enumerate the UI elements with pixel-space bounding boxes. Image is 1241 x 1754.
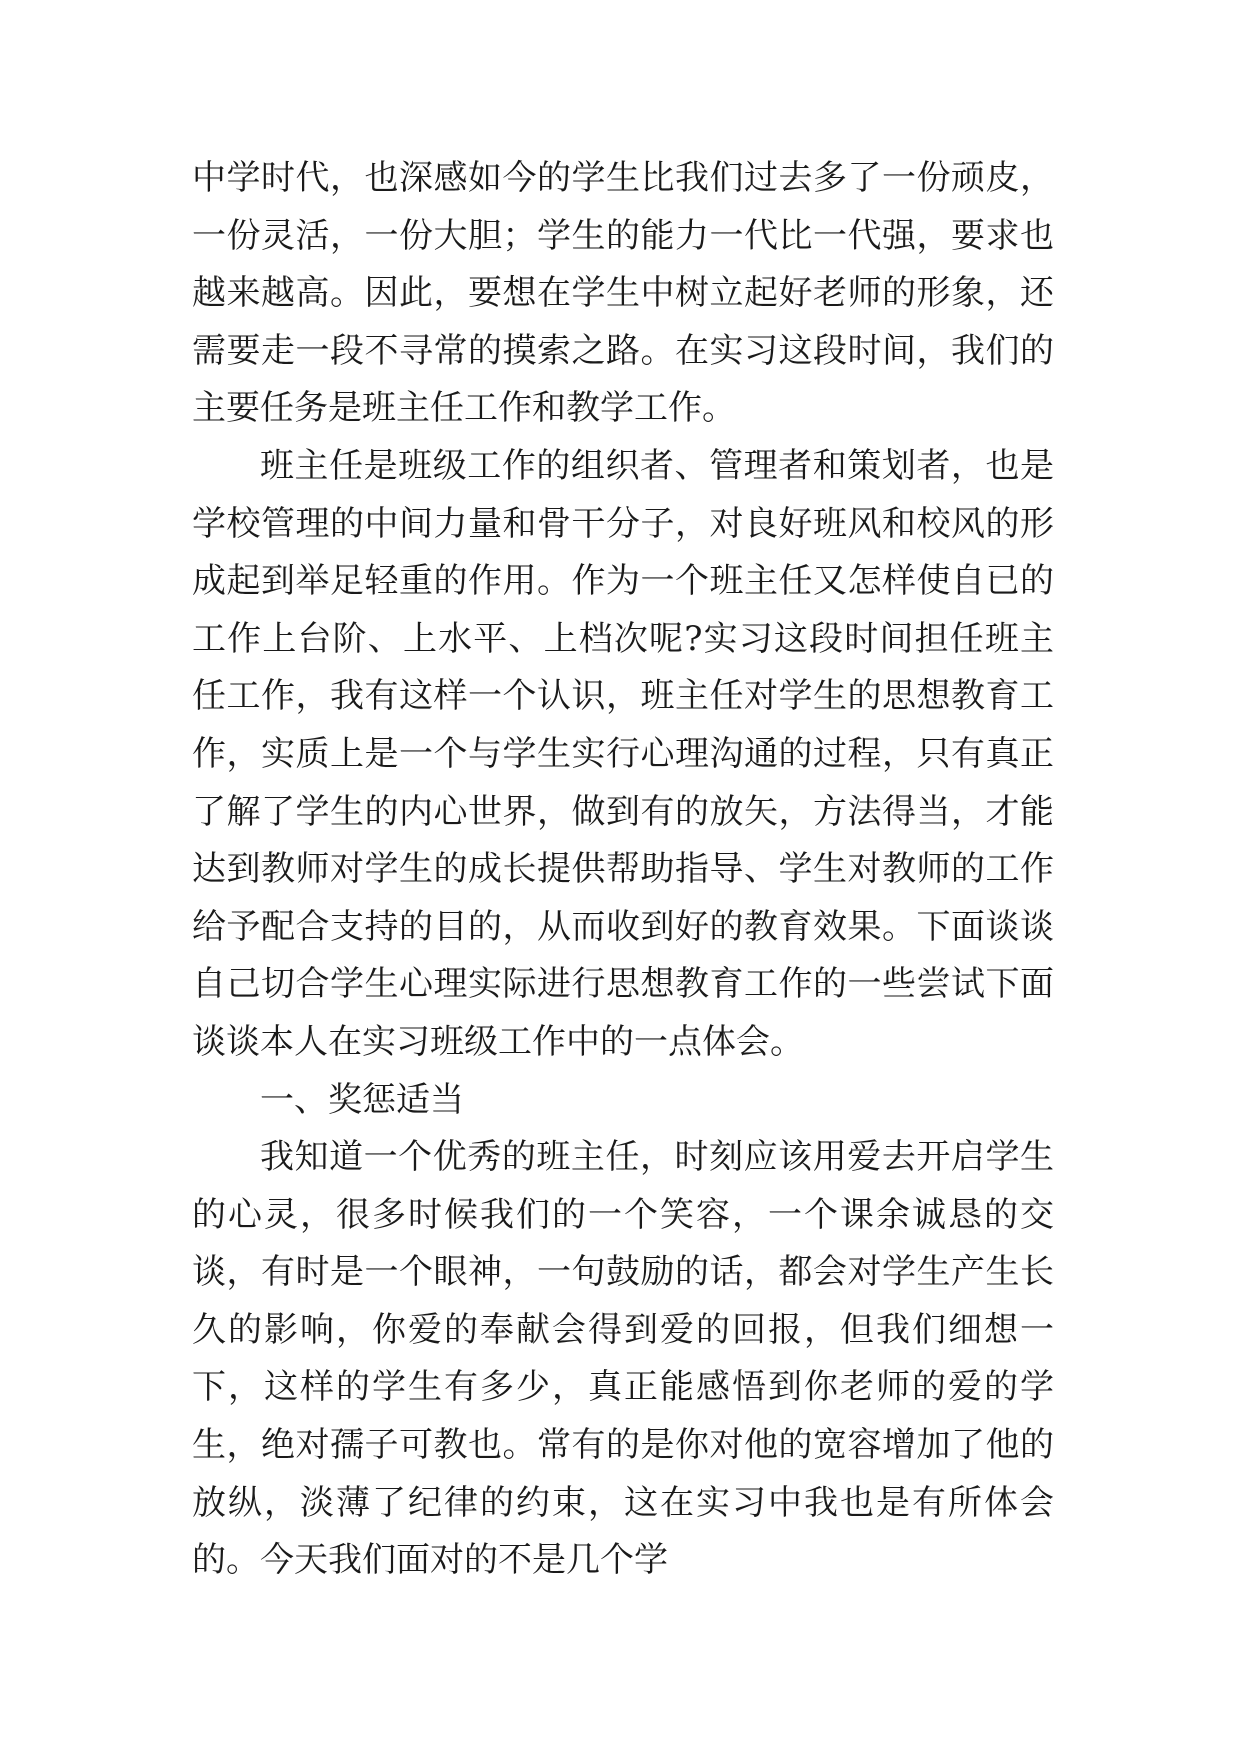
document-body [192, 150, 1054, 1590]
section-heading-reward-punishment: 一、奖惩适当 [260, 1079, 464, 1120]
paragraph-continuation: 中学时代，也深感如今的学生比我们过去多了一份顽皮，一份灵活，一份大胆；学生的能力一代比一代强，要求也越来越高。因此，要想在学生中树立起好老师的形象，还需要走一段不寻常的摸索之路。在实习这段时间，我们的主要任务是班主任工作和教学工作。 [192, 158, 1054, 429]
paragraph-head-teacher-role: 班主任是班级工作的组织者、管理者和策划者，也是学校管理的中间力量和骨干分子，对良好班风和校风的形成起到举足轻重的作用。作为一个班主任又怎样使自已的工作上台阶、上水平、上档次呢?实习这段时间担任班主任工作，我有这样一个认识，班主任对学生的思想教育工作，实质上是一个与学生实行心理沟通的过程，只有真正了解了学生的内心世界，做到有的放矢，方法得当，才能达到教师对学生的成长提供帮助指导、学生对教师的工作给予配合支持的目的，从而收到好的教育效果。下面谈谈自己切合学生心理实际进行思想教育工作的一些尝试下面谈谈本人在实习班级工作中的一点体会。 [192, 445, 1054, 1062]
paragraph-love-and-discipline: 我知道一个优秀的班主任，时刻应该用爱去开启学生的心灵，很多时候我们的一个笑容，一个课余诚恳的交谈，有时是一个眼神，一句鼓励的话，都会对学生产生长久的影响，你爱的奉献会得到爱的回报，但我们细想一下，这样的学生有多少，真正能感悟到你老师的爱的学生，绝对孺子可教也。常有的是你对他的宽容增加了他的放纵，淡薄了纪律的约束，这在实习中我也是有所体会的。今天我们面对的不是几个学 [192, 1137, 1054, 1581]
